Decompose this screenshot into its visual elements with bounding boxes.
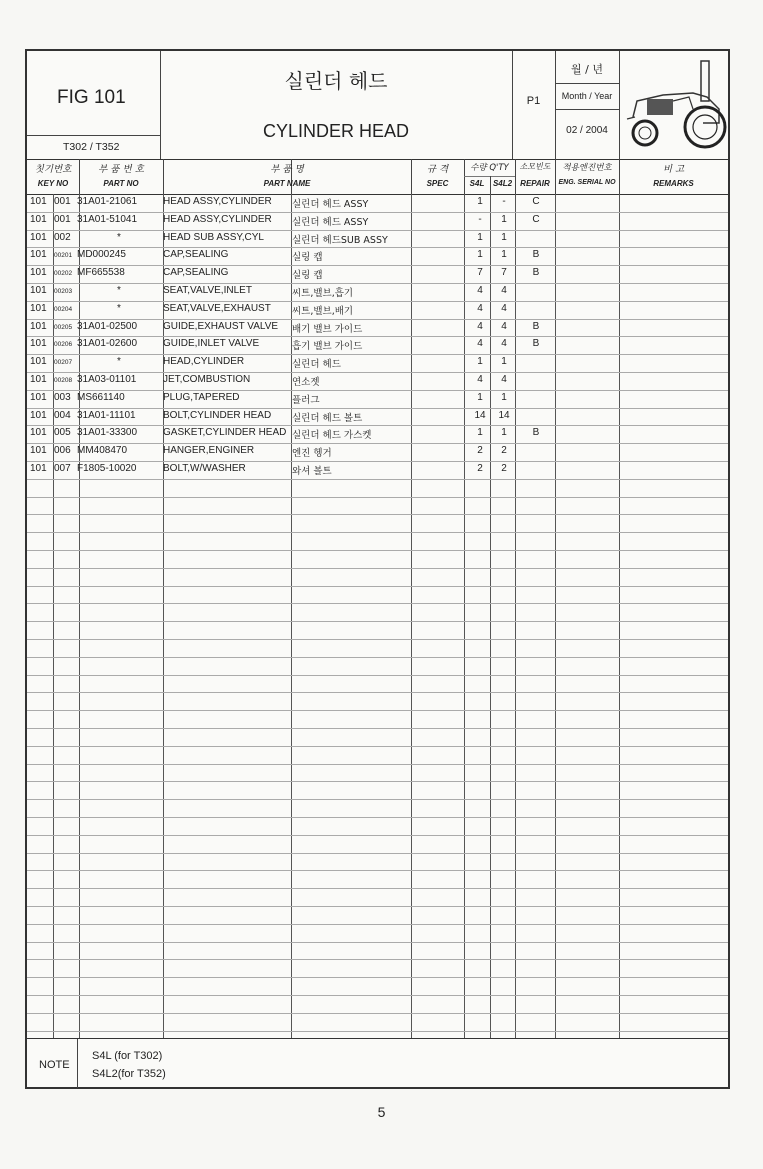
row-divider — [27, 799, 728, 800]
part-number: 31A01-33300 — [77, 427, 138, 439]
part-name: HEAD,CYLINDER — [163, 356, 245, 368]
page-number: 5 — [377, 1104, 386, 1120]
qty-s4l2: 1 — [501, 231, 507, 243]
repair-code: C — [532, 196, 540, 207]
qty-header: 수량 Q'TY — [470, 163, 509, 173]
qty-s4l2: 1 — [501, 427, 507, 439]
key-number: 006 — [54, 445, 71, 457]
parts-sheet — [25, 49, 730, 1089]
sheet-header — [27, 51, 728, 160]
part-name: JET,COMBUSTION — [163, 374, 251, 385]
table-row — [27, 194, 728, 212]
key-group: 101 — [30, 267, 47, 279]
key-number: 00204 — [54, 305, 73, 313]
note-line-1: S4L (for T302) — [92, 1050, 163, 1062]
part-name: HEAD SUB ASSY,CYL — [163, 231, 264, 243]
row-divider — [27, 942, 728, 943]
part-number: * — [117, 231, 121, 243]
key-number: 00205 — [54, 323, 73, 331]
part-name: CAP,SEALING — [163, 267, 229, 279]
remarks-header: REMARKS — [653, 179, 694, 188]
row-divider — [27, 781, 728, 782]
column-header-row — [27, 159, 728, 195]
title-english: CYLINDER HEAD — [262, 121, 410, 141]
key-number: 003 — [54, 391, 71, 403]
part-name-korean: 와셔 볼트 — [292, 466, 332, 477]
qty-s4l2: 4 — [501, 302, 507, 314]
key-number: 001 — [54, 213, 71, 225]
row-divider — [27, 870, 728, 871]
part-name-korean: 흡기 밸브 가이드 — [292, 341, 363, 353]
part-name-korean: 씨트,밸브,흡기 — [292, 288, 354, 299]
part-name-korean: 씨트,밸브,배기 — [292, 305, 354, 317]
part-number: * — [117, 356, 121, 368]
key-group: 101 — [30, 463, 47, 474]
repair-header-ko: 소모빈도 — [519, 162, 551, 171]
table-row — [27, 319, 728, 337]
spec-header: SPEC — [426, 179, 449, 188]
page-id: P1 — [526, 95, 541, 107]
key-group: 101 — [30, 356, 47, 368]
table-row — [27, 283, 728, 301]
qty-s4l2: 2 — [501, 445, 507, 457]
row-divider — [27, 853, 728, 854]
part-name-korean: 실린더 헤드 ASSY — [292, 199, 369, 210]
part-number: 31A01-21061 — [77, 196, 138, 207]
repair-code: C — [532, 213, 540, 225]
repair-header: REPAIR — [520, 179, 550, 188]
table-row — [27, 461, 728, 479]
part-name: GASKET,CYLINDER HEAD — [163, 427, 287, 439]
issue-date: 02 / 2004 — [566, 125, 608, 136]
key-group: 101 — [30, 391, 47, 403]
qty-s4l2: 4 — [501, 285, 507, 296]
row-divider — [27, 586, 728, 587]
table-row — [27, 230, 728, 248]
table-row — [27, 336, 728, 354]
key-number: 00206 — [54, 341, 73, 349]
table-row — [27, 390, 728, 408]
row-divider — [27, 710, 728, 711]
part-number: MF665538 — [77, 267, 125, 279]
qty-s4l2: 4 — [501, 320, 507, 332]
key-group: 101 — [30, 427, 47, 439]
row-divider — [27, 532, 728, 533]
repair-code: B — [532, 427, 540, 439]
qty-s4l: 1 — [477, 249, 483, 261]
part-number: 31A01-02500 — [77, 320, 138, 332]
qty-s4l: 1 — [477, 427, 483, 439]
part-name-korean: 실린더 헤드 볼트 — [292, 412, 363, 424]
row-divider — [27, 888, 728, 889]
table-row — [27, 443, 728, 461]
part-name-korean: 엔진 헹거 — [292, 448, 332, 460]
key-group: 101 — [30, 249, 47, 261]
part-name: HEAD ASSY,CYLINDER — [163, 196, 272, 207]
key-no-header: KEY NO — [37, 179, 69, 188]
qty-s4l: 4 — [477, 302, 483, 314]
row-divider — [27, 817, 728, 818]
qty-s4l2: 4 — [501, 338, 507, 350]
part-number: 31A01-51041 — [77, 213, 138, 225]
repair-code: B — [532, 338, 540, 350]
key-group: 101 — [30, 213, 47, 225]
part-number: * — [117, 302, 121, 314]
key-group: 101 — [30, 374, 47, 385]
qty-s4l: 2 — [477, 445, 483, 457]
key-group: 101 — [30, 409, 47, 421]
key-number: 007 — [54, 463, 71, 474]
row-divider — [27, 657, 728, 658]
row-divider — [27, 764, 728, 765]
part-name-korean: 플러그 — [292, 394, 320, 406]
key-number: 002 — [54, 231, 71, 243]
table-row — [27, 372, 728, 390]
part-no-header-ko: 부 품 번 호 — [98, 164, 144, 175]
part-name-korean: 실린더 헤드SUB ASSY — [292, 234, 388, 246]
key-number: 005 — [54, 427, 71, 439]
qty-s4l2: 4 — [501, 374, 507, 385]
part-number: 31A01-11101 — [77, 409, 136, 421]
part-name: GUIDE,INLET VALVE — [163, 338, 260, 350]
key-number: 00208 — [54, 377, 73, 384]
table-row — [27, 425, 728, 443]
repair-code: B — [532, 249, 540, 261]
row-divider — [27, 603, 728, 604]
table-row — [27, 212, 728, 230]
repair-code: B — [532, 267, 540, 279]
title-korean: 실린더 헤드 — [284, 69, 388, 93]
part-name-korean: 배기 밸브 가이드 — [292, 323, 363, 335]
month-year-english: Month / Year — [561, 91, 613, 101]
table-row — [27, 408, 728, 426]
key-group: 101 — [30, 196, 47, 207]
part-number: 31A03-01101 — [77, 374, 137, 385]
row-divider — [27, 568, 728, 569]
table-row — [27, 265, 728, 283]
row-divider — [27, 959, 728, 960]
row-divider — [27, 728, 728, 729]
part-name-korean: 실링 캡 — [292, 252, 323, 264]
part-name: SEAT,VALVE,INLET — [163, 285, 252, 296]
qty-s4l: 1 — [477, 356, 483, 368]
qty-s4l2: 1 — [501, 391, 507, 403]
part-name-korean: 연소젯 — [292, 377, 320, 388]
part-name-header: PART NAME — [263, 179, 311, 188]
qty-s4l: 1 — [477, 196, 483, 207]
qty-s4l: - — [478, 213, 482, 225]
part-name: GUIDE,EXHAUST VALVE — [163, 320, 279, 332]
key-group: 101 — [30, 445, 47, 457]
row-divider — [27, 621, 728, 622]
row-divider — [27, 1031, 728, 1032]
note-line-2: S4L2(for T352) — [92, 1068, 166, 1080]
part-name: CAP,SEALING — [163, 249, 229, 261]
key-number: 00203 — [54, 288, 73, 295]
part-name-header-ko: 부 품 명 — [270, 164, 304, 175]
row-divider — [27, 995, 728, 996]
part-name-korean: 실링 캡 — [292, 270, 323, 282]
part-name: HEAD ASSY,CYLINDER — [163, 213, 272, 225]
serial-header-ko: 적용엔진번호 — [562, 163, 612, 173]
model-label: T302 / T352 — [63, 141, 120, 153]
s4l2-header: S4L2 — [492, 179, 513, 188]
qty-s4l2: 1 — [501, 249, 507, 261]
part-name: PLUG,TAPERED — [163, 391, 240, 403]
row-divider — [27, 497, 728, 498]
part-name: SEAT,VALVE,EXHAUST — [163, 302, 271, 314]
qty-s4l2: - — [502, 196, 506, 207]
row-divider — [27, 514, 728, 515]
note-section — [27, 1038, 728, 1088]
part-number: F1805-10020 — [77, 463, 137, 474]
note-label: NOTE — [39, 1059, 70, 1071]
qty-s4l: 1 — [477, 391, 483, 403]
serial-header: ENG. SERIAL NO — [558, 179, 616, 186]
spec-header-ko: 규 격 — [426, 164, 449, 175]
tractor-illustration — [623, 57, 727, 149]
table-row — [27, 354, 728, 372]
row-divider — [27, 692, 728, 693]
row-divider — [27, 977, 728, 978]
key-number: 00202 — [54, 270, 73, 278]
qty-s4l2: 1 — [501, 356, 507, 368]
figure-label: FIG 101 — [57, 87, 126, 108]
row-divider — [27, 906, 728, 907]
qty-s4l: 7 — [477, 267, 483, 279]
qty-s4l: 1 — [477, 231, 483, 243]
qty-s4l: 4 — [477, 338, 483, 350]
qty-s4l2: 7 — [501, 267, 507, 279]
part-number: MS661140 — [77, 391, 125, 403]
row-divider — [27, 550, 728, 551]
qty-s4l2: 2 — [501, 463, 507, 474]
part-name-korean: 실린더 헤드 가스켓 — [292, 430, 372, 442]
key-number: 00201 — [54, 252, 73, 260]
key-group: 101 — [30, 320, 47, 332]
table-row — [27, 301, 728, 319]
row-divider — [27, 675, 728, 676]
key-group: 101 — [30, 338, 47, 350]
row-divider — [27, 639, 728, 640]
part-name-korean: 실린더 헤드 ASSY — [292, 216, 369, 228]
qty-s4l: 14 — [474, 409, 486, 421]
key-number: 001 — [54, 196, 71, 207]
row-divider — [27, 924, 728, 925]
part-number: MD000245 — [77, 249, 126, 261]
key-no-header-ko: 칫기번호 — [34, 164, 72, 175]
part-name: BOLT,CYLINDER HEAD — [163, 409, 272, 421]
row-divider — [27, 1013, 728, 1014]
s4l-header: S4L — [469, 179, 485, 188]
key-number: 00207 — [54, 359, 73, 367]
part-name-korean: 실린더 헤드 — [292, 359, 341, 371]
row-divider — [27, 746, 728, 747]
part-name: BOLT,W/WASHER — [163, 463, 246, 474]
key-group: 101 — [30, 231, 47, 243]
key-group: 101 — [30, 285, 47, 296]
qty-s4l: 2 — [477, 463, 483, 474]
part-number: * — [117, 285, 121, 296]
key-number: 004 — [54, 409, 71, 421]
part-number: 31A01-02600 — [77, 338, 138, 350]
qty-s4l: 4 — [477, 320, 483, 332]
qty-s4l2: 1 — [501, 213, 507, 225]
part-name: HANGER,ENGINER — [163, 445, 255, 457]
key-group: 101 — [30, 302, 47, 314]
part-number: MM408470 — [77, 445, 128, 457]
qty-s4l2: 14 — [498, 409, 510, 421]
remarks-header-ko: 비 고 — [662, 164, 685, 175]
part-no-header: PART NO — [103, 179, 139, 188]
qty-s4l: 4 — [477, 374, 483, 385]
row-divider — [27, 835, 728, 836]
table-row — [27, 247, 728, 265]
repair-code: B — [532, 320, 540, 332]
qty-s4l: 4 — [477, 285, 483, 296]
month-year-korean: 월 / 년 — [571, 63, 603, 76]
